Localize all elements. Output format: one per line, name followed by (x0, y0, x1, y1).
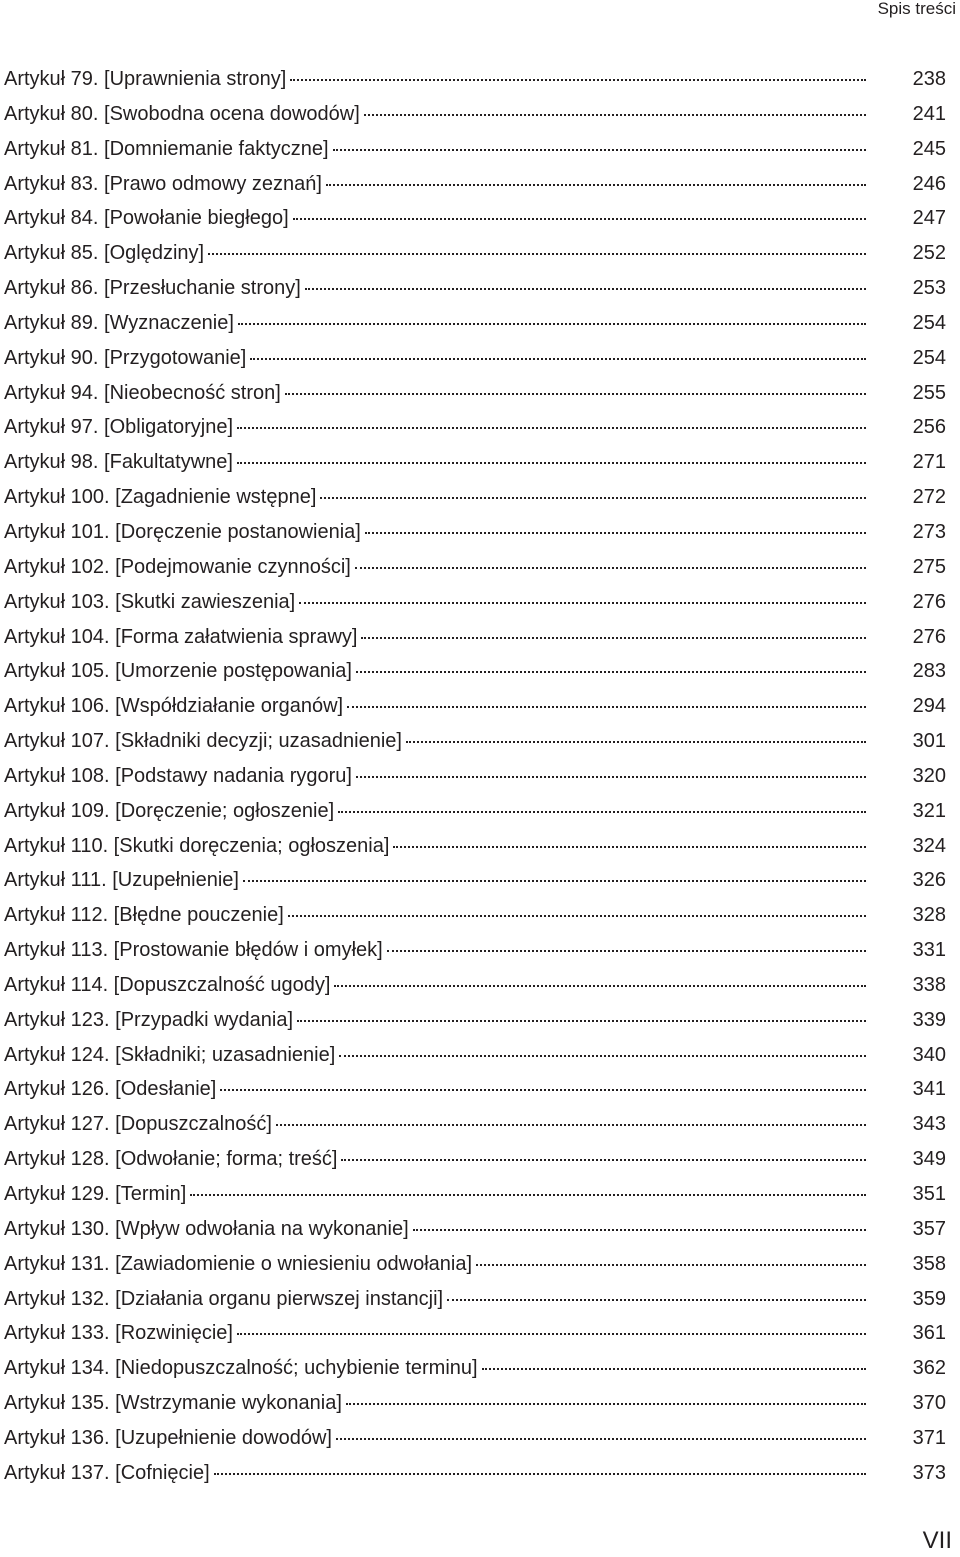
toc-entry-title: Artykuł 86. [Przesłuchanie strony] (4, 277, 301, 300)
toc-entry-page-number: 341 (912, 1078, 946, 1101)
toc-entry-title: Artykuł 101. [Doręczenie postanowienia] (4, 520, 361, 543)
toc-entry[interactable] (4, 97, 946, 132)
toc-entry-page-number: 276 (912, 590, 946, 613)
toc-entry-title: Artykuł 114. [Dopuszczalność ugody] (4, 973, 331, 996)
toc-entry[interactable] (4, 480, 946, 515)
toc-entry-page-number: 241 (912, 102, 946, 125)
toc-entry-title: Artykuł 97. [Obligatoryjne] (4, 416, 233, 439)
toc-entry-page-number: 254 (912, 311, 946, 334)
toc-entry-page-number: 371 (912, 1426, 946, 1449)
toc-entry-title: Artykuł 105. [Umorzenie postępowania] (4, 660, 352, 683)
toc-entry-title: Artykuł 89. [Wyznaczenie] (4, 311, 234, 334)
toc-dot-leader (387, 945, 866, 952)
toc-entry[interactable] (4, 620, 946, 655)
toc-entry-page-number: 351 (912, 1183, 946, 1205)
toc-dot-leader (356, 771, 866, 778)
running-header-title: Spis treści (877, 0, 956, 18)
toc-entry-page-number: 255 (912, 381, 946, 404)
toc-entry-page-number: 349 (912, 1148, 946, 1171)
toc-entry[interactable] (4, 550, 946, 585)
toc-entry[interactable] (4, 933, 946, 968)
toc-entry-page-number: 331 (912, 939, 946, 962)
toc-entry-page-number: 362 (912, 1357, 946, 1380)
toc-dot-leader (237, 422, 866, 429)
toc-dot-leader (334, 980, 866, 987)
toc-entry-page-number: 253 (912, 277, 946, 300)
toc-dot-leader (333, 144, 866, 151)
toc-entry-page-number: 276 (912, 625, 946, 648)
toc-entry-title: Artykuł 85. [Oględziny] (4, 242, 205, 265)
toc-dot-leader (190, 1189, 866, 1196)
toc-entry[interactable] (4, 1212, 946, 1247)
toc-dot-leader (238, 318, 866, 325)
table-of-contents (4, 62, 946, 1491)
toc-dot-leader (285, 388, 866, 395)
toc-entry-page-number: 245 (912, 137, 946, 160)
toc-entry-page-number: 252 (912, 242, 946, 265)
toc-entry[interactable] (4, 1142, 946, 1177)
toc-entry-page-number: 273 (912, 520, 946, 543)
toc-entry-page-number: 324 (912, 834, 946, 857)
toc-dot-leader (214, 1468, 866, 1475)
toc-entry-title: Artykuł 127. [Dopuszczalność] (4, 1113, 272, 1136)
toc-entry-page-number: 340 (912, 1043, 946, 1066)
toc-dot-leader (299, 597, 866, 604)
toc-dot-leader (326, 179, 866, 186)
toc-entry-title: Artykuł 108. [Podstawy nadania rygoru] (4, 764, 352, 787)
toc-entry[interactable] (4, 1282, 946, 1317)
toc-dot-leader (237, 457, 866, 464)
toc-entry-title: Artykuł 137. [Cofnięcie] (4, 1461, 210, 1484)
toc-dot-leader (356, 666, 866, 673)
toc-entry[interactable] (4, 1456, 946, 1491)
toc-entry-title: Artykuł 102. [Podejmowanie czynności] (4, 555, 351, 578)
toc-dot-leader (393, 841, 866, 848)
toc-entry-title: Artykuł 94. [Nieobecność stron] (4, 381, 281, 404)
toc-dot-leader (364, 109, 866, 116)
toc-entry-page-number: 361 (912, 1322, 946, 1345)
toc-entry[interactable] (4, 201, 946, 236)
toc-entry-page-number: 321 (912, 799, 946, 822)
toc-dot-leader (361, 632, 866, 639)
toc-entry[interactable] (4, 1003, 946, 1038)
toc-entry[interactable] (4, 1107, 946, 1142)
toc-entry-page-number: 320 (912, 764, 946, 787)
toc-entry[interactable] (4, 341, 946, 376)
toc-entry[interactable] (4, 515, 946, 550)
toc-entry[interactable] (4, 585, 946, 620)
toc-dot-leader (276, 1119, 866, 1126)
toc-dot-leader (346, 1398, 866, 1405)
toc-entry-title: Artykuł 109. [Doręczenie; ogłoszenie] (4, 799, 335, 822)
toc-entry-page-number: 326 (912, 869, 946, 892)
toc-entry-page-number: 370 (912, 1392, 946, 1415)
toc-entry[interactable] (4, 376, 946, 411)
toc-entry-title: Artykuł 131. [Zawiadomienie o wniesieniu odwołania] (4, 1252, 473, 1275)
toc-entry-page-number: 294 (912, 695, 946, 718)
toc-entry[interactable] (4, 794, 946, 829)
toc-dot-leader (288, 910, 866, 917)
toc-entry-title: Artykuł 107. [Składniki decyzji; uzasadnienie] (4, 730, 402, 753)
toc-entry-title: Artykuł 81. [Domniemanie faktyczne] (4, 137, 329, 160)
toc-entry-page-number: 283 (912, 660, 946, 683)
toc-dot-leader (250, 353, 866, 360)
toc-entry-title: Artykuł 104. [Forma załatwienia sprawy] (4, 625, 358, 648)
toc-dot-leader (220, 1084, 866, 1091)
toc-entry-page-number: 301 (912, 730, 946, 753)
toc-entry-page-number: 338 (912, 973, 946, 996)
toc-entry-title: Artykuł 126. [Odesłanie] (4, 1078, 217, 1101)
toc-dot-leader (355, 562, 866, 569)
toc-entry-title: Artykuł 113. [Prostowanie błędów i omyłek] (4, 939, 383, 962)
toc-entry-page-number: 343 (912, 1113, 946, 1136)
toc-entry-title: Artykuł 134. [Niedopuszczalność; uchybienie terminu] (4, 1357, 478, 1380)
toc-dot-leader (476, 1259, 866, 1266)
toc-entry-page-number: 373 (912, 1461, 946, 1484)
toc-entry[interactable] (4, 863, 946, 898)
toc-entry[interactable] (4, 62, 946, 97)
toc-entry-title: Artykuł 100. [Zagadnienie wstępne] (4, 486, 317, 509)
toc-entry[interactable] (4, 829, 946, 864)
toc-entry-page-number: 328 (912, 904, 946, 927)
toc-entry-title: Artykuł 83. [Prawo odmowy zeznań] (4, 172, 322, 195)
toc-entry-title: Artykuł 98. [Fakultatywne] (4, 451, 233, 474)
toc-entry-title: Artykuł 130. [Wpływ odwołania na wykonanie] (4, 1217, 409, 1240)
toc-entry[interactable] (4, 1247, 946, 1282)
toc-entry[interactable] (4, 236, 946, 271)
toc-entry[interactable] (4, 1386, 946, 1421)
toc-entry[interactable] (4, 132, 946, 167)
toc-dot-leader (338, 806, 866, 813)
toc-entry[interactable] (4, 1351, 946, 1386)
toc-entry[interactable] (4, 1316, 946, 1351)
toc-entry-title: Artykuł 79. [Uprawnienia strony] (4, 68, 287, 90)
toc-entry-title: Artykuł 132. [Działania organu pierwszej instancji] (4, 1287, 444, 1310)
toc-entry[interactable] (4, 410, 946, 445)
toc-dot-leader (320, 492, 866, 499)
toc-entry-title: Artykuł 112. [Błędne pouczenie] (4, 904, 284, 927)
toc-dot-leader (413, 1224, 866, 1231)
toc-dot-leader (336, 1433, 866, 1440)
toc-entry-page-number: 246 (912, 172, 946, 195)
toc-dot-leader (339, 1050, 866, 1057)
toc-entry[interactable] (4, 1421, 946, 1456)
toc-entry-page-number: 275 (912, 555, 946, 578)
toc-entry-title: Artykuł 135. [Wstrzymanie wykonania] (4, 1392, 342, 1415)
toc-entry-page-number: 272 (912, 486, 946, 509)
toc-entry-page-number: 357 (912, 1217, 946, 1240)
toc-entry-title: Artykuł 123. [Przypadki wydania] (4, 1008, 294, 1031)
toc-dot-leader (208, 248, 866, 255)
toc-dot-leader (406, 736, 866, 743)
toc-entry-title: Artykuł 84. [Powołanie biegłego] (4, 207, 289, 230)
toc-entry-page-number: 339 (912, 1008, 946, 1031)
toc-dot-leader (243, 875, 866, 882)
toc-dot-leader (237, 1328, 866, 1335)
toc-entry-title: Artykuł 129. [Termin] (4, 1183, 187, 1205)
page-number-folio: VII (922, 1527, 952, 1554)
toc-entry[interactable] (4, 724, 946, 759)
toc-entry-title: Artykuł 80. [Swobodna ocena dowodów] (4, 102, 360, 125)
toc-entry-title: Artykuł 103. [Skutki zawieszenia] (4, 590, 296, 613)
toc-entry[interactable] (4, 968, 946, 1003)
toc-entry[interactable] (4, 689, 946, 724)
toc-entry-page-number: 247 (912, 207, 946, 230)
toc-entry-title: Artykuł 106. [Współdziałanie organów] (4, 695, 344, 718)
toc-entry[interactable] (4, 1177, 946, 1212)
toc-entry-title: Artykuł 111. [Uzupełnienie] (4, 869, 239, 892)
toc-entry[interactable] (4, 306, 946, 341)
toc-entry-title: Artykuł 110. [Skutki doręczenia; ogłoszenia] (4, 834, 390, 857)
toc-entry-page-number: 358 (912, 1252, 946, 1275)
toc-entry-page-number: 359 (912, 1287, 946, 1310)
toc-dot-leader (297, 1015, 866, 1022)
toc-entry[interactable] (4, 167, 946, 202)
toc-entry-title: Artykuł 136. [Uzupełnienie dowodów] (4, 1426, 332, 1449)
toc-entry[interactable] (4, 1072, 946, 1107)
toc-entry[interactable] (4, 654, 946, 689)
toc-dot-leader (341, 1154, 866, 1161)
toc-entry[interactable] (4, 898, 946, 933)
toc-entry-page-number: 271 (912, 451, 946, 474)
toc-entry[interactable] (4, 271, 946, 306)
toc-entry-title: Artykuł 90. [Przygotowanie] (4, 346, 247, 369)
toc-entry-page-number: 254 (912, 346, 946, 369)
toc-entry-page-number: 256 (912, 416, 946, 439)
toc-entry[interactable] (4, 445, 946, 480)
toc-entry-page-number: 238 (912, 68, 946, 90)
toc-entry[interactable] (4, 759, 946, 794)
toc-entry-title: Artykuł 128. [Odwołanie; forma; treść] (4, 1148, 338, 1171)
toc-entry[interactable] (4, 1038, 946, 1073)
toc-dot-leader (293, 213, 866, 220)
toc-entry-title: Artykuł 124. [Składniki; uzasadnienie] (4, 1043, 336, 1066)
toc-dot-leader (305, 283, 866, 290)
toc-dot-leader (447, 1294, 866, 1301)
toc-dot-leader (290, 74, 866, 81)
toc-entry-title: Artykuł 133. [Rozwinięcie] (4, 1322, 233, 1345)
toc-dot-leader (347, 701, 866, 708)
toc-dot-leader (482, 1363, 866, 1370)
toc-dot-leader (365, 527, 866, 534)
